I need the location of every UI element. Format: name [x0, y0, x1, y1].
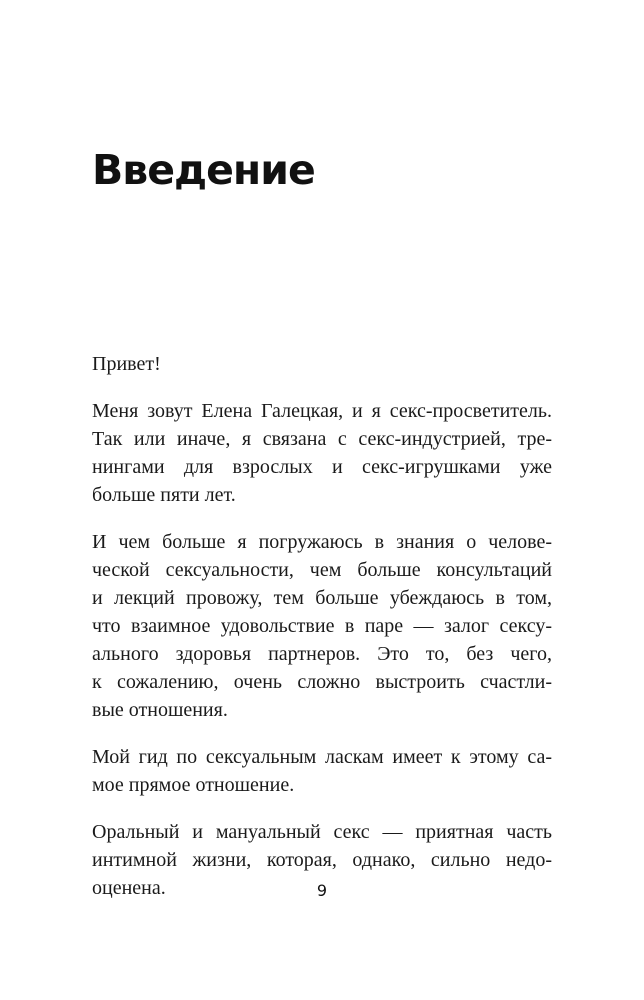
page-number: 9 [316, 881, 328, 900]
text-line: Привет! [92, 353, 161, 375]
text-line: ческой сексуальности, чем больше консультаций [92, 559, 552, 581]
text-line: оценена. [92, 877, 166, 899]
paragraph [92, 528, 552, 724]
text-line: мое прямое отношение. [92, 774, 295, 796]
paragraph [92, 397, 552, 509]
text-line: И чем больше я погружаюсь в знания о челове- [92, 531, 552, 553]
paragraph-gap [92, 378, 552, 397]
body-text [92, 350, 552, 902]
text-line: интимной жизни, которая, однако, сильно недо- [92, 849, 552, 871]
text-line: к сожалению, очень сложно выстроить счастли- [92, 671, 552, 693]
paragraph [92, 743, 552, 799]
paragraph-gap [92, 509, 552, 528]
paragraph-gap [92, 724, 552, 743]
text-line: Оральный и мануальный секс — приятная часть [92, 821, 552, 843]
chapter-title: Введение [92, 146, 315, 194]
paragraph-gap [92, 799, 552, 818]
text-line: Меня зовут Елена Галецкая, и я секс-просветитель. [92, 400, 552, 422]
text-line: Так или иначе, я связана с секс-индустрией, тре- [92, 428, 552, 450]
text-line: вые отношения. [92, 699, 228, 721]
text-line: что взаимное удовольствие в паре — залог сексу- [92, 615, 552, 637]
text-line: и лекций провожу, тем больше убеждаюсь в том, [92, 587, 552, 609]
text-line: Мой гид по сексуальным ласкам имеет к этому са- [92, 746, 552, 768]
paragraph [92, 350, 552, 378]
text-line: больше пяти лет. [92, 484, 236, 506]
text-line: ального здоровья партнеров. Это то, без чего, [92, 643, 552, 665]
text-line: нингами для взрослых и секс-игрушками уже [92, 456, 552, 478]
